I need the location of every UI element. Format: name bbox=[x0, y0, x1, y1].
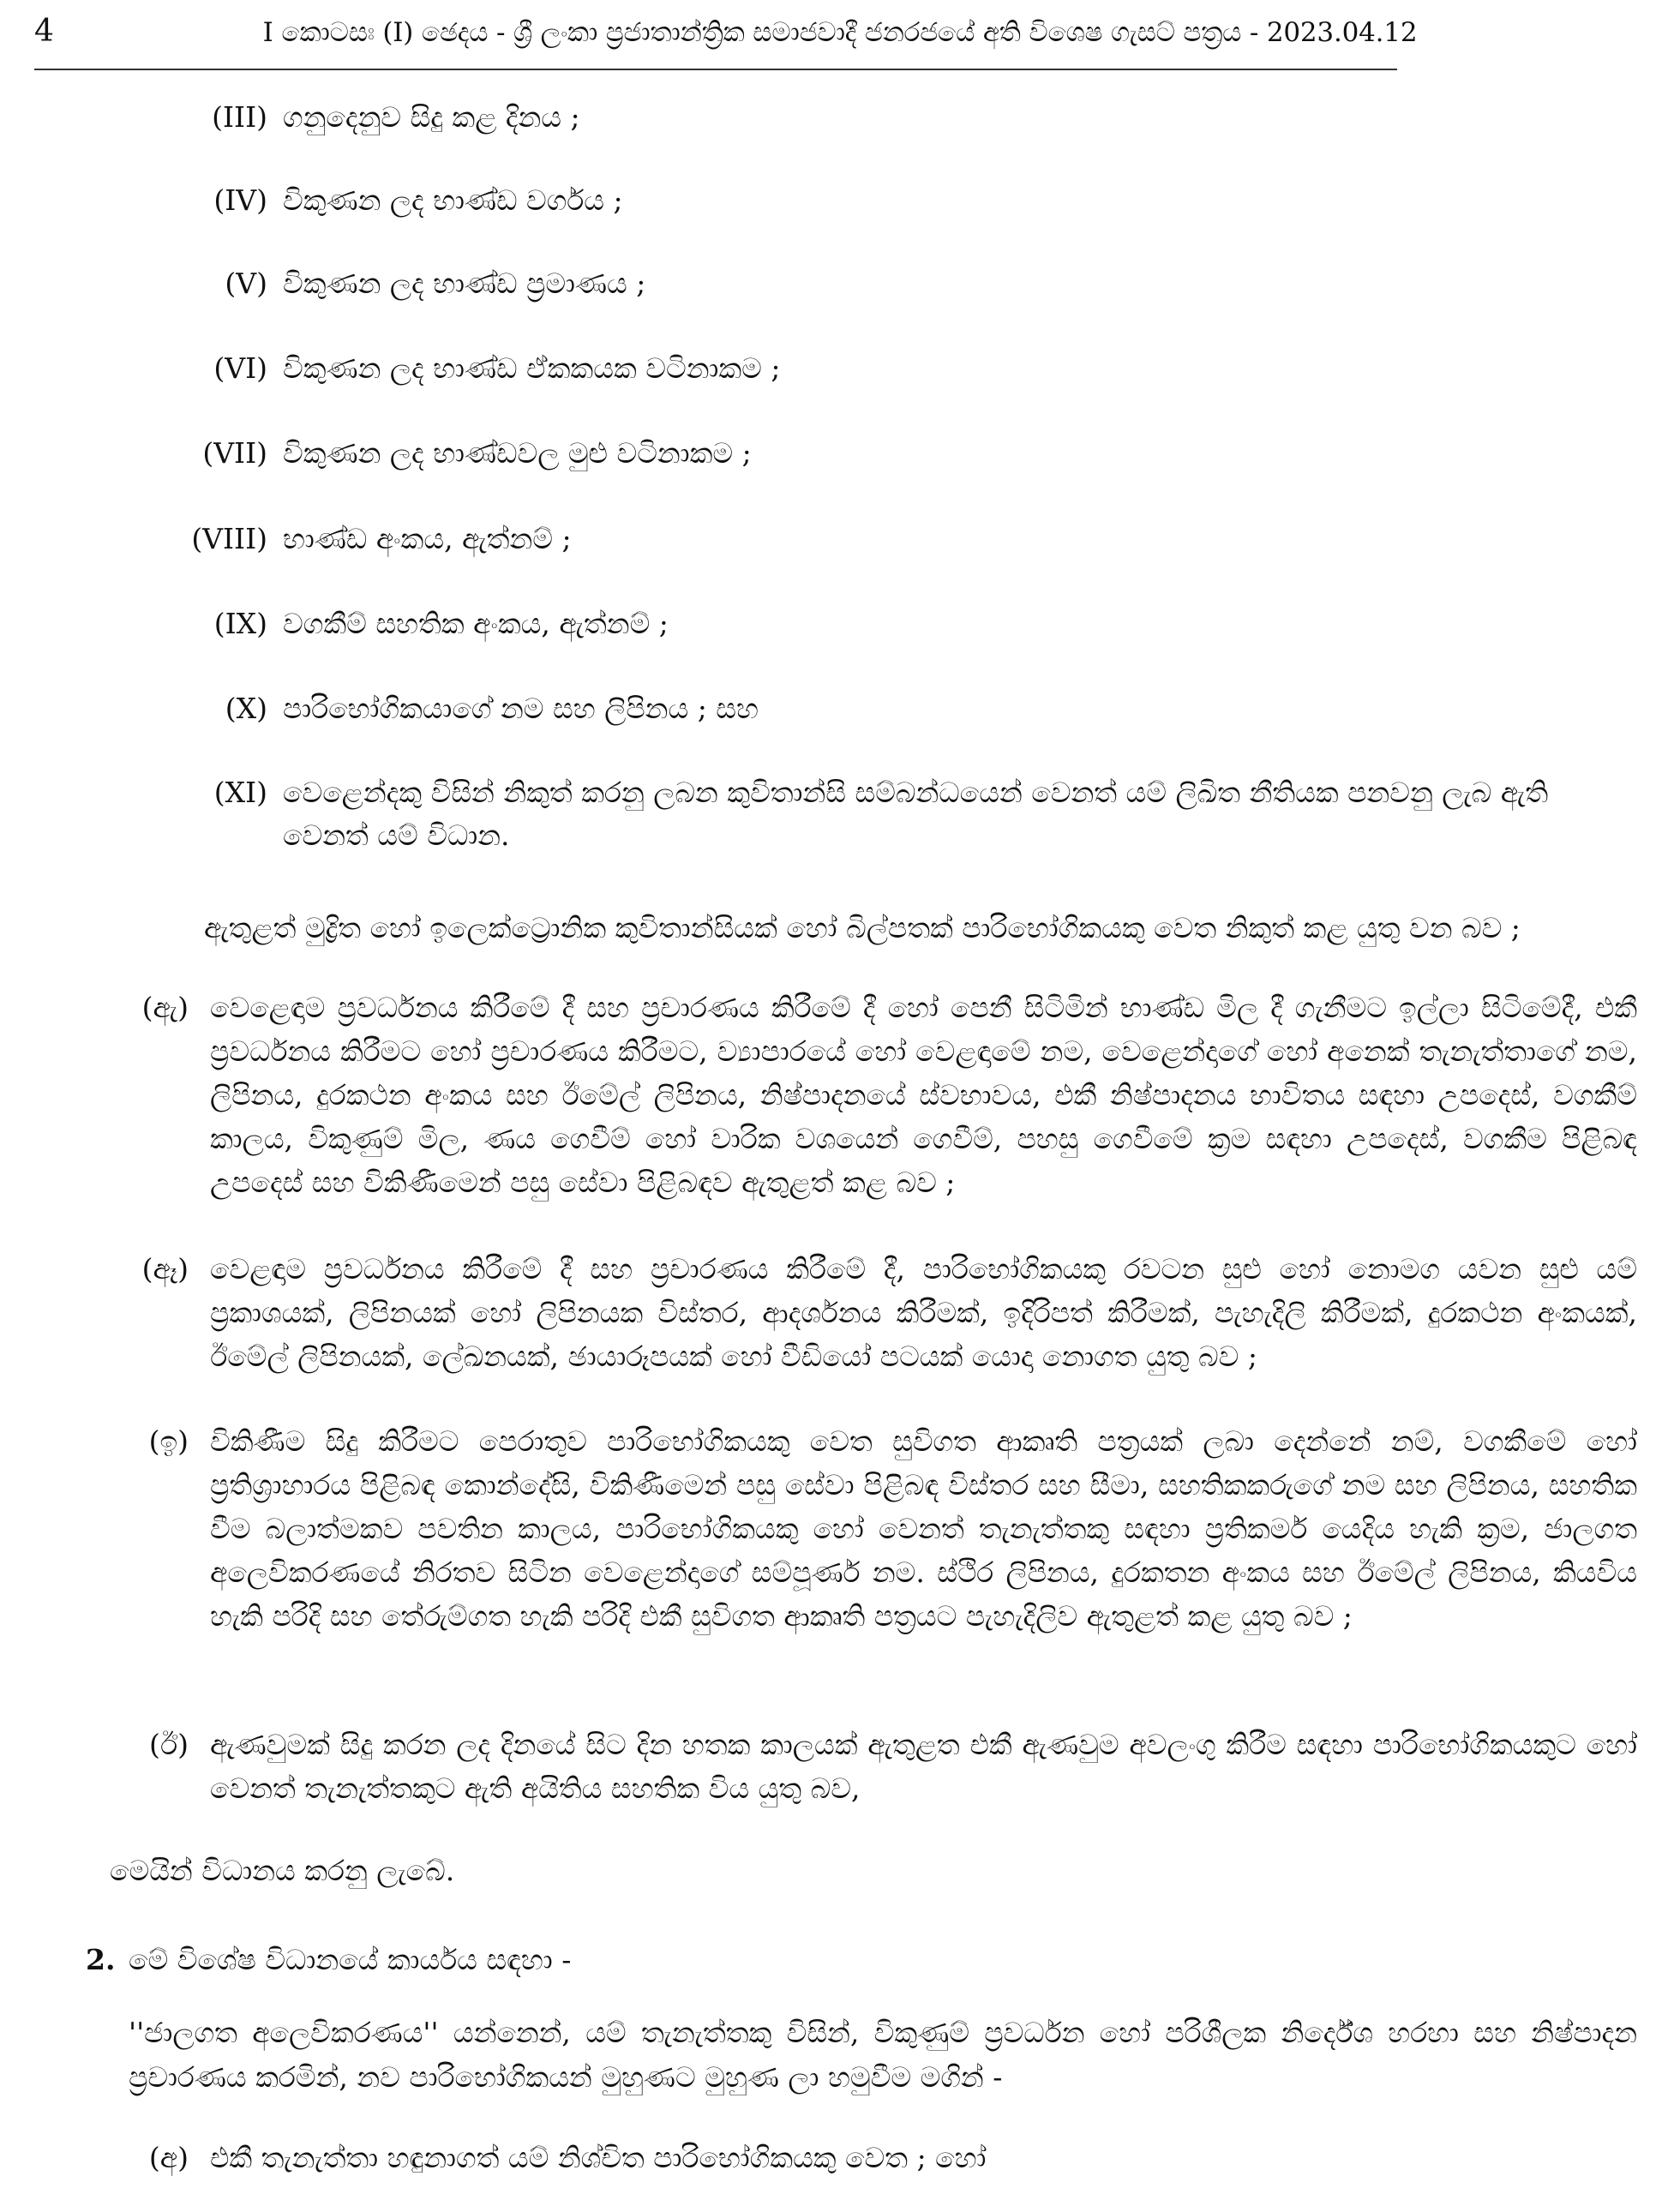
section-number: 2. bbox=[86, 1943, 116, 1976]
item-number: (VIII) bbox=[191, 522, 267, 555]
item-text: වෙළඳාම ප්‍රවර්ධනය කිරීමේ දී සහ ප්‍රචාරණය කිරීමේ දී, පාරිභෝගිකයකු රවටන සුළු හෝ නොමග යවන සුළු යම් ප්‍රකාශයක්, ලිපිනයක් හෝ ලිපිනයක විස්තර, ආදර්ශනය කිරීමක්, ඉදිරිපත් කිරීමක්, පැහැදිලි කිරීමක්, දුරකථන අංකයක්, ඊමේල් ලිපිනයක්, ලේඛනයක්, ඡායාරූපයක් හෝ වීඩියෝ පටයක් යොදා නොගත යුතු බව ; bbox=[210, 1252, 1637, 1373]
item-text: වෙළෙඳාම ප්‍රවර්ධනය කිරීමේ දී සහ ප්‍රචාරණය කිරීමේ දී හෝ පෙනී සිටිමින් භාණ්ඩ මිල දී ගැනීමට ඉල්ලා සිටිමේදී, එකී ප්‍රවර්ධනය කිරීමට හෝ ප්‍රචාරණය කිරීමට, ව්‍යාපාරයේ හෝ වෙළඳාමේ නම, වෙළෙන්දාගේ හෝ අනෙක් තැනැත්තාගේ නම, ලිපිනය, දුරකථන අංකය සහ ඊමේල් ලිපිනය, නිෂ්පාදනයේ ස්වභාවය, එකී නිෂ්පාදනය භාවිතය සඳහා උපදෙස්, වගකීම් කාලය, විකුණුම් මිල, ණය ගෙවීම් හෝ වාරික වශයෙන් ගෙවීම්, පහසු ගෙවීමේ ක්‍රම සඳහා උපදෙස්, වගකීම පිළිබඳ උපදෙස් සහ විකිණීමෙන් පසු සේවා පිළිබඳව ඇතුළත් කළ බව ; bbox=[210, 991, 1637, 1199]
item-text: වගකීම් සහතික අංකය, ඇත්නම් ; bbox=[283, 607, 669, 640]
closing-text: මෙයින් විධානය කරනු ලැබේ. bbox=[110, 1854, 455, 1887]
item-text: විකුණන ලද භාණ්ඩ වර්ගය ; bbox=[283, 183, 623, 217]
page-header bbox=[0, 0, 1680, 72]
item-text: එකී තැනැත්තා හඳුනාගත් යම් නිශ්චිත පාරිභෝගිකයකු වෙත ; හෝ bbox=[210, 2141, 987, 2174]
item-text: ගනුදෙනුව සිදු කළ දිනය ; bbox=[283, 100, 580, 134]
item-text: පාරිභෝගිකයාගේ නම සහ ලිපිනය ; සහ bbox=[283, 692, 759, 725]
item-label: (ඉ) bbox=[148, 1424, 189, 1458]
item-text: විකිණීම සිදු කිරීමට පෙරාතුව පාරිභෝගිකයකු වෙත සුවිගත ආකෘති පත්‍රයක් ලබා දෙන්නේ නම්, වගකීමේ හෝ ප්‍රතිශ්‍රාහාරය පිළිබඳ කොන්දේසි, විකිණීමෙන් පසු සේවා පිළිබඳ විස්තර සහ සීමා, සහතිකකරුගේ නම සහ ලිපිනය, සහතික වීම බලාත්මකව පවතින කාලය, පාරිභෝගිකයකු හෝ වෙනත් තැනැත්තකු සඳහා ප්‍රතිකර්ම යෙදිය හැකි ක්‍රම, ජාලගත අලෙවිකරණයේ නිරතව සිටින වෙළෙන්දාගේ සම්පූර්ණ නම. ස්ථිර ලිපිනය, දුරකතන අංකය සහ ඊමේල් ලිපිනය, කියවිය හැකි පරිදි සහ තේරුම්ගත හැකි පරිදි එකී සුවිගත ආකෘති පත්‍රයට පැහැදිලිව ඇතුළත් කළ යුතු බව ; bbox=[210, 1424, 1637, 1633]
item-label: (අ) bbox=[148, 2141, 189, 2174]
item-label: (ඈ) bbox=[141, 1252, 189, 1286]
item-number: (III) bbox=[212, 100, 267, 134]
item-number: (VI) bbox=[213, 351, 267, 385]
item-text: විකුණන ලද භාණ්ඩ ඒකකයක වටිනාකම ; bbox=[283, 351, 781, 385]
item-text: භාණ්ඩ අංකය, ඇත්නම් ; bbox=[283, 522, 572, 555]
section-heading: මේ විශේෂ විධානයේ කාර්යය සඳහා - bbox=[129, 1943, 572, 1976]
header-divider bbox=[34, 69, 1397, 70]
item-text: විකුණන ලද භාණ්ඩවල මුළු වටිනාකම ; bbox=[283, 436, 752, 470]
item-number: (X) bbox=[225, 692, 267, 725]
item-label: (ඊ) bbox=[148, 1728, 189, 1761]
item-number: (V) bbox=[225, 267, 267, 300]
item-number: (IX) bbox=[213, 607, 267, 640]
item-text: වෙළෙන්දකු විසින් නිකුත් කරනු ලබන කුවිතාන්සි සම්බන්ධයෙන් වෙනත් යම් ලිඛිත නීතියක පනවනු ලැබ ඇති වෙනත් යම් විධාන. bbox=[283, 776, 1549, 852]
item-text: විකුණන ලද භාණ්ඩ ප්‍රමාණය ; bbox=[283, 267, 646, 300]
page-number: 4 bbox=[34, 14, 54, 49]
definition-paragraph: ''ජාලගත අලෙවිකරණය'' යන්නෙන්, යම් තැනැත්තකු විසින්, විකුණුම් ප්‍රවර්ධන හෝ පරිශීලක නිර්දේශ හරහා සහ නිෂ්පාදන ප්‍රචාරණය කරමින්, නව පාරිභෝගිකයන් මුහුණට මුහුණ ලා හමුවීම මගින් - bbox=[129, 2016, 1637, 2094]
item-number: (IV) bbox=[213, 183, 267, 217]
conclusion-text: ඇතුළත් මුද්‍රිත හෝ ඉලෙක්ට්‍රොනික කුවිතාන්සියක් හෝ බිල්පතක් පාරිභෝගිකයකු වෙත නිකුත් කළ යුතු වන බව ; bbox=[204, 911, 1521, 944]
item-label: (ඇ) bbox=[141, 991, 189, 1024]
item-text: ඇණවුමක් සිදු කරන ලද දිනයේ සිට දින හතක කාලයක් ඇතුළත එකී ඇණවුම අවලංගු කිරීම සඳහා පාරිභෝගිකයකුට හෝ වෙනත් තැනැත්තකුට ඇති අයිතිය සහතික විය යුතු බව, bbox=[210, 1728, 1637, 1805]
item-number: (VII) bbox=[202, 436, 267, 470]
gazette-header-title: I කොටසඃ (I) ඡෙදය - ශ්‍රී ලංකා ප්‍රජාතාන්ත්‍රික සමාජවාදී ජනරජයේ අති විශෙෂ ගැසට් පත්‍රය - 2023.04.12 bbox=[262, 17, 1418, 48]
item-number: (XI) bbox=[213, 776, 267, 809]
